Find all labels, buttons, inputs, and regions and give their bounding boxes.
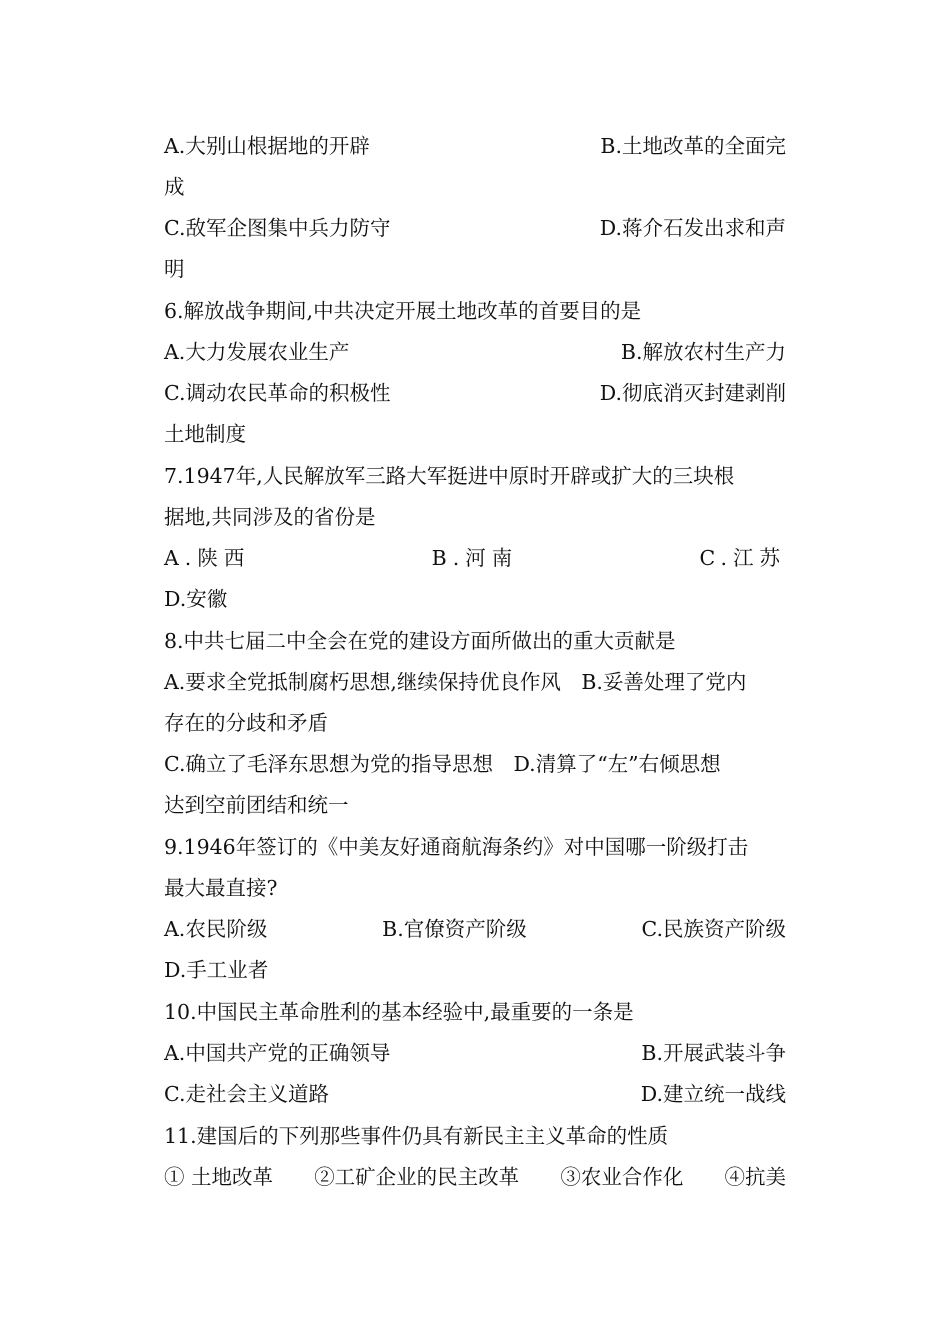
q9-stem: 9.1946年签订的《中美友好通商航海条约》对中国哪一阶级打击 xyxy=(164,835,749,859)
q9-options-abc xyxy=(164,914,786,944)
q5-option-b-wrap: 成 xyxy=(164,175,185,199)
q11-item-4: ④抗美 xyxy=(724,1165,786,1189)
q5-options-cd xyxy=(164,213,786,243)
q10-option-d: D.建立统一战线 xyxy=(640,1082,786,1106)
q5-option-d-wrap: 明 xyxy=(164,257,185,281)
q7-options-abc xyxy=(164,543,786,573)
q8-stem: 8.中共七届二中全会在党的建设方面所做出的重大贡献是 xyxy=(164,629,676,653)
q7-stem: 7.1947年,人民解放军三路大军挺进中原时开辟或扩大的三块根 xyxy=(164,464,735,488)
q5-option-a: A.大别山根据地的开辟 xyxy=(164,134,370,158)
q6-options-cd xyxy=(164,378,786,408)
q11-stem: 11.建国后的下列那些事件仍具有新民主主义革命的性质 xyxy=(164,1124,669,1148)
q10-stem: 10.中国民主革命胜利的基本经验中,最重要的一条是 xyxy=(164,1000,634,1024)
q10-options-cd xyxy=(164,1079,786,1109)
q7-option-b: B.河南 xyxy=(431,546,519,570)
q11-item-3: ③农业合作化 xyxy=(560,1165,684,1189)
q7-option-d: D.安徽 xyxy=(164,587,228,611)
q7-stem-wrap: 据地,共同涉及的省份是 xyxy=(164,505,376,529)
q9-option-a: A.农民阶级 xyxy=(164,917,268,941)
q9-option-b: B.官僚资产阶级 xyxy=(382,917,527,941)
q11-item-1: ① 土地改革 xyxy=(164,1165,274,1189)
q6-stem: 6.解放战争期间,中共决定开展土地改革的首要目的是 xyxy=(164,299,642,323)
q8-options-ab: A.要求全党抵制腐朽思想,继续保持优良作风 B.妥善处理了党内 xyxy=(164,670,747,694)
q11-items xyxy=(164,1162,786,1192)
q5-option-c: C.敌军企图集中兵力防守 xyxy=(164,216,391,240)
q10-option-a: A.中国共产党的正确领导 xyxy=(164,1041,391,1065)
q6-option-d: D.彻底消灭封建剥削 xyxy=(599,381,786,405)
q8-option-b-wrap: 存在的分歧和矛盾 xyxy=(164,711,328,735)
q9-stem-wrap: 最大最直接? xyxy=(164,876,278,900)
q8-option-d-wrap: 达到空前团结和统一 xyxy=(164,793,349,817)
q6-option-b: B.解放农村生产力 xyxy=(620,340,786,364)
q9-option-d: D.手工业者 xyxy=(164,958,269,982)
q10-option-b: B.开展武装斗争 xyxy=(641,1041,786,1065)
q7-option-c: C.江苏 xyxy=(699,546,786,570)
q5-option-d: D.蒋介石发出求和声 xyxy=(599,216,786,240)
q10-options-ab xyxy=(164,1038,786,1068)
q6-option-c: C.调动农民革命的积极性 xyxy=(164,381,391,405)
q5-option-b: B.土地改革的全面完 xyxy=(600,134,786,158)
q6-options-ab xyxy=(164,337,786,367)
q10-option-c: C.走社会主义道路 xyxy=(164,1082,329,1106)
q6-option-d-wrap: 土地制度 xyxy=(164,422,246,446)
q5-options-ab xyxy=(164,131,786,161)
q7-option-a: A.陕西 xyxy=(164,546,251,570)
q6-option-a: A.大力发展农业生产 xyxy=(164,340,350,364)
q8-options-cd: C.确立了毛泽东思想为党的指导思想 D.清算了“左”右倾思想 xyxy=(164,752,721,776)
q11-item-2: ②工矿企业的民主改革 xyxy=(314,1165,520,1189)
q9-option-c: C.民族资产阶级 xyxy=(641,917,786,941)
